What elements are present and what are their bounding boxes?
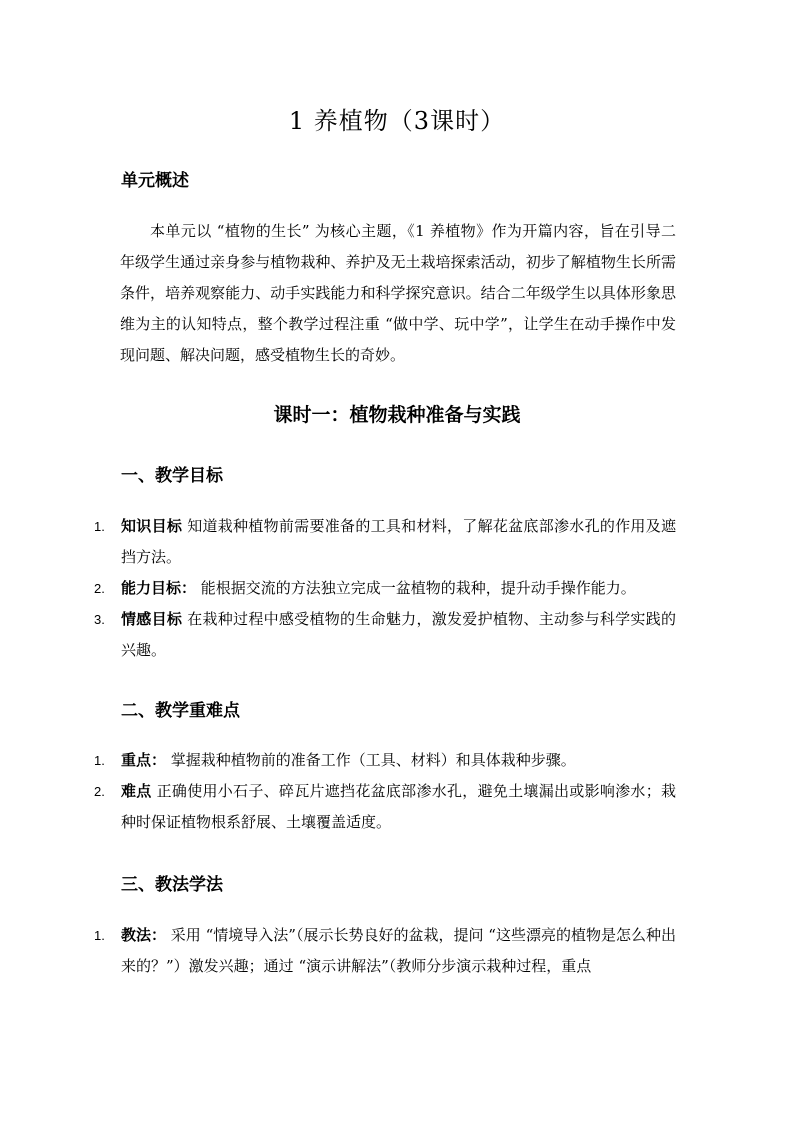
list-item [94, 604, 676, 666]
list-item [94, 776, 676, 838]
overview-heading: 单元概述 [121, 171, 189, 191]
list-item [94, 573, 676, 604]
list-number: 2. [94, 784, 105, 799]
lesson1-title: 课时一：植物栽种准备与实践 [273, 404, 521, 426]
methods-heading: 三、教法学法 [121, 875, 223, 895]
document-title: 1 养植物（3课时） [288, 107, 506, 135]
objectives-heading: 一、教学目标 [121, 466, 223, 486]
item-text: 正确使用小石子、碎瓦片遮挡花盆底部渗水孔，避免土壤漏出或影响渗水；栽种时保证植物根系舒展、土壤覆盖适度。 [121, 782, 676, 831]
key-points-heading: 二、教学重难点 [121, 701, 240, 721]
list-item [94, 745, 676, 776]
item-label: 能力目标： [121, 579, 197, 597]
list-number: 3. [94, 612, 105, 627]
item-text: 在栽种过程中感受植物的生命魅力，激发爱护植物、主动参与科学实践的兴趣。 [121, 610, 676, 659]
item-label: 重点： [121, 751, 167, 769]
list-item [94, 920, 676, 982]
item-text: 掌握栽种植物前的准备工作（工具、材料）和具体栽种步骤。 [170, 751, 576, 769]
methods-list [94, 920, 676, 982]
item-text: 能根据交流的方法独立完成一盆植物的栽种，提升动手操作能力。 [200, 579, 636, 597]
overview-paragraph: 本单元以 “植物的生长” 为核心主题，《1 养植物》作为开篇内容，旨在引导二年级学生通过亲身参与植物栽种、养护及无土栽培探索活动，初步了解植物生长所需条件，培养观察能力、动手实践能力和科学探究意识。结合二年级学生以具体形象思维为主的认知特点，整个教学过程注重 “做中学、玩中学”，让学生在动手操作中发现问题、解决问题，感受植物生长的奇妙。 [120, 222, 676, 364]
item-label: 知识目标 [121, 517, 183, 535]
list-number: 1. [94, 753, 105, 768]
list-number: 1. [94, 928, 105, 943]
item-text: 采用 “情境导入法”（展示长势良好的盆栽，提问 “这些漂亮的植物是怎么种出来的？”）激发兴趣；通过 “演示讲解法”（教师分步演示栽种过程，重点 [121, 926, 676, 975]
list-number: 1. [94, 519, 105, 534]
item-text: 知道栽种植物前需要准备的工具和材料，了解花盆底部渗水孔的作用及遮挡方法。 [121, 517, 676, 566]
item-label: 教法： [121, 926, 167, 944]
objectives-list [94, 511, 676, 666]
list-number: 2. [94, 581, 105, 596]
item-label: 难点 [121, 782, 152, 800]
item-label: 情感目标 [121, 610, 183, 628]
list-item [94, 511, 676, 573]
key-points-list [94, 745, 676, 838]
